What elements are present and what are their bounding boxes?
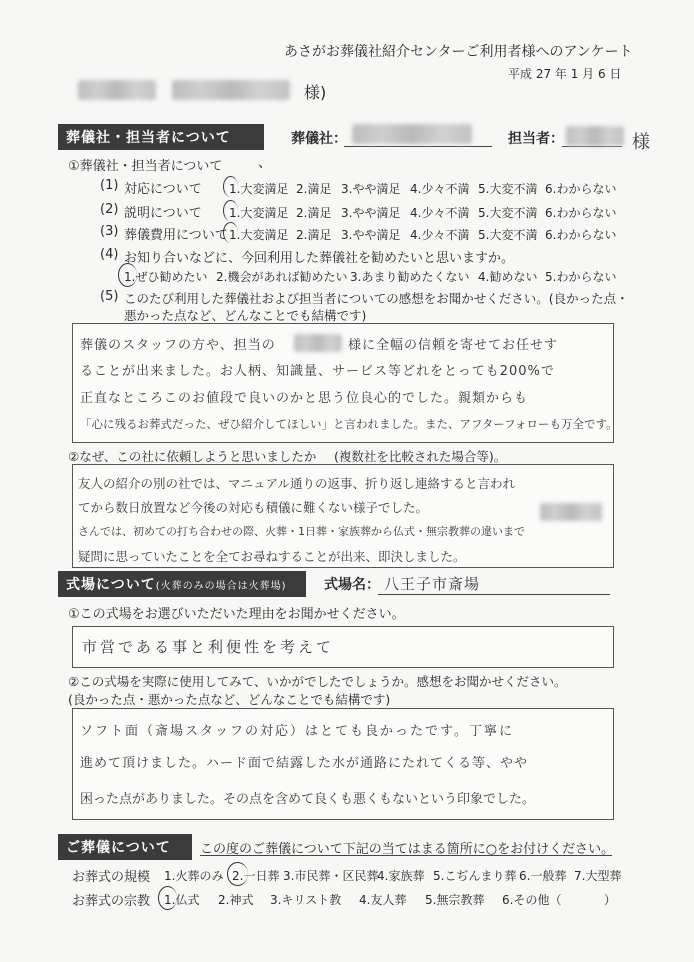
redacted-company-name (352, 124, 472, 144)
venue-q2-line-1: ②この式場を実際に使用してみて、いかがでしたでしょうか。感想をお聞かせください。 (68, 674, 567, 689)
row-2-opt-5[interactable]: 5.大変不満 (478, 206, 538, 220)
section-heading-funeral-company: 葬儀社・担当者について (58, 124, 264, 150)
religion-opt-6[interactable]: 6.その他（ (502, 893, 562, 907)
row-2-label: 説明について (124, 206, 202, 221)
q5-num: (5) (100, 289, 119, 304)
q4-opt-1[interactable]: 1.ぜひ勧めたい (124, 270, 208, 284)
religion-label: お葬式の宗教 (72, 894, 151, 909)
q1-tick-mark: 、 (258, 155, 272, 171)
q4-opt-2[interactable]: 2.機会があれば勧めたい (216, 270, 348, 284)
q5-line-2: 悪かった点など、どんなことでも結構です) (124, 308, 367, 323)
venue-heading-text: 式場について (66, 577, 156, 593)
religion-opt-1[interactable]: 1.仏式 (164, 893, 200, 907)
row-3-label: 葬儀費用について (124, 228, 228, 243)
row-3-opt-6[interactable]: 6.わからない (545, 228, 617, 242)
q4-opt-3[interactable]: 3.あまり勧めたくない (350, 270, 470, 284)
survey-title: あさがお葬儀社紹介センターご利用者様へのアンケート (284, 44, 633, 60)
q4-opt-5[interactable]: 5.わからない (545, 270, 617, 284)
venue-label: 式場名： (324, 577, 380, 593)
venue-answer2-line-2: 進めて頂けました。ハード面で結露した水が通路にたれてくる等、やや (80, 756, 529, 771)
answer2-line-1: 友人の紹介の別の社では、マニュアル通りの返事、折り返し連絡すると言われ (78, 476, 516, 491)
religion-opt-2[interactable]: 2.神式 (218, 893, 254, 907)
q1-title: ①葬儀社・担当者について (68, 159, 223, 174)
row-3-opt-5[interactable]: 5.大変不満 (478, 228, 538, 242)
section-heading-venue (58, 571, 306, 597)
q4-num: (4) (100, 247, 119, 262)
venue-q1: ①この式場をお選びいただいた理由をお聞かせください。 (68, 607, 405, 622)
row-3-opt-2[interactable]: 2.満足 (296, 228, 332, 242)
row-1-opt-3[interactable]: 3.やや満足 (341, 182, 401, 196)
staff-suffix: 様 (632, 132, 651, 153)
funeral-company-field[interactable] (344, 146, 492, 147)
row-2-opt-1[interactable]: 1.大変満足 (229, 206, 289, 220)
row-1-opt-4[interactable]: 4.少々不満 (410, 182, 470, 196)
row-1-opt-5[interactable]: 5.大変不満 (478, 182, 538, 196)
venue-answer2-line-3: 困った点がありました。その点を含めて良くも悪くもないという印象でした。 (80, 792, 536, 807)
q5-line-1: このたび利用した葬儀社および担当者についての感想をお聞かせください。(良かった点・ (124, 291, 629, 306)
funeral-intro-underline (200, 855, 612, 856)
scale-opt-2[interactable]: 2.一日葬 (232, 869, 280, 883)
scale-opt-5[interactable]: 5.こぢんまり葬 (433, 869, 517, 883)
row-2-num: (2) (100, 202, 119, 217)
venue-heading-note: (火葬のみの場合は火葬場) (155, 581, 287, 592)
row-2-opt-3[interactable]: 3.やや満足 (341, 206, 401, 220)
scale-opt-1[interactable]: 1.火葬のみ (164, 869, 224, 883)
religion-opt-4[interactable]: 4.友人葬 (359, 893, 407, 907)
answer2-line-2: てから数日放置など今後の対応も積儀に難くない様子でした。 (78, 500, 429, 515)
venue-q2-line-2: (良かった点・悪かった点など、どんなことでも結構です) (68, 692, 391, 707)
religion-opt-6-close: ） (604, 893, 617, 907)
funeral-intro: この度のご葬儀について下記の当てはまる箇所に○をお付けください。 (200, 842, 615, 857)
funeral-company-label: 葬儀社： (291, 131, 347, 147)
scale-opt-4[interactable]: 4.家族葬 (377, 869, 425, 883)
answer1-line-4: 「心に残るお葬式だった、ぜひ紹介してほしい」と言われました。また、アフターフォローも万全です。 (80, 417, 618, 431)
scale-label: お葬式の規模 (72, 870, 151, 885)
answer1-line-1a: 葬儀のスタッフの方や、担当の (80, 338, 276, 353)
row-2-opt-4[interactable]: 4.少々不満 (410, 206, 470, 220)
scale-opt-7[interactable]: 7.大型葬 (574, 869, 622, 883)
row-1-opt-6[interactable]: 6.わからない (545, 182, 617, 196)
redacted-customer-name-2 (172, 80, 290, 100)
row-3-num: (3) (100, 224, 119, 239)
row-3-selection-circle (223, 222, 238, 243)
staff-label: 担当者： (508, 131, 564, 147)
scale-selection-circle (227, 862, 248, 886)
staff-field[interactable] (562, 146, 622, 147)
redacted-staff-in-answer (294, 334, 342, 352)
row-1-opt-2[interactable]: 2.満足 (296, 182, 332, 196)
row-1-selection-circle (223, 176, 238, 197)
q4-question: お知り合いなどに、今回利用した葬儀社を勧めたいと思いますか。 (124, 251, 515, 266)
q4-selection-circle (118, 263, 137, 287)
religion-selection-circle (158, 886, 177, 910)
q2-note: (複数社を比較された場合等)。 (334, 449, 507, 464)
religion-opt-5[interactable]: 5.無宗教葬 (425, 893, 485, 907)
venue-field[interactable] (378, 594, 610, 595)
answer2-line-4: 疑問に思っていたことを全てお尋ねすることが出来、即決しました。 (78, 549, 466, 564)
answer1-line-1b: 様に全幅の信頼を寄せてお任せす (348, 338, 559, 353)
survey-date: 平成 27 年 1 月 6 日 (508, 67, 622, 81)
answer1-line-3: 正直なところこのお値段で良いのかと思う位良心的でした。親類からも (80, 391, 529, 406)
row-3-opt-3[interactable]: 3.やや満足 (341, 228, 401, 242)
row-1-num: (1) (100, 178, 119, 193)
section-heading-funeral: ご葬儀について (58, 834, 192, 860)
customer-suffix: 様) (304, 83, 327, 102)
venue-value: 八王子市斎場 (384, 575, 481, 593)
answer2-line-3: さんでは、初めての打ち合わせの際、火葬・1日葬・家族葬から仏式・無宗教葬の違いまで (78, 525, 525, 538)
scale-opt-3[interactable]: 3.市民葬・区民葬 (283, 869, 379, 883)
redacted-staff-name (566, 126, 624, 146)
q2-title: ②なぜ、この社に依頼しようと思いましたか (68, 449, 317, 464)
q4-opt-4[interactable]: 4.勧めない (478, 270, 538, 284)
answer1-line-2: ることが出来ました。お人柄、知識量、サービス等どれをとっても200%で (80, 364, 555, 379)
scale-opt-6[interactable]: 6.一般葬 (519, 869, 567, 883)
venue-answer2-line-1: ソフト面（斎場スタッフの対応）はとても良かったです。丁寧に (80, 724, 514, 739)
row-2-opt-2[interactable]: 2.満足 (296, 206, 332, 220)
row-2-selection-circle (223, 200, 238, 221)
row-2-opt-6[interactable]: 6.わからない (545, 206, 617, 220)
row-1-opt-1[interactable]: 1.大変満足 (229, 182, 289, 196)
redacted-company-in-answer (540, 503, 602, 521)
redacted-customer-name (78, 80, 156, 100)
row-3-opt-1[interactable]: 1.大変満足 (229, 228, 289, 242)
row-1-label: 対応について (124, 182, 202, 197)
row-3-opt-4[interactable]: 4.少々不満 (410, 228, 470, 242)
venue-answer1: 市営である事と利便性を考えて (82, 638, 335, 656)
religion-opt-3[interactable]: 3.キリスト教 (270, 893, 342, 907)
